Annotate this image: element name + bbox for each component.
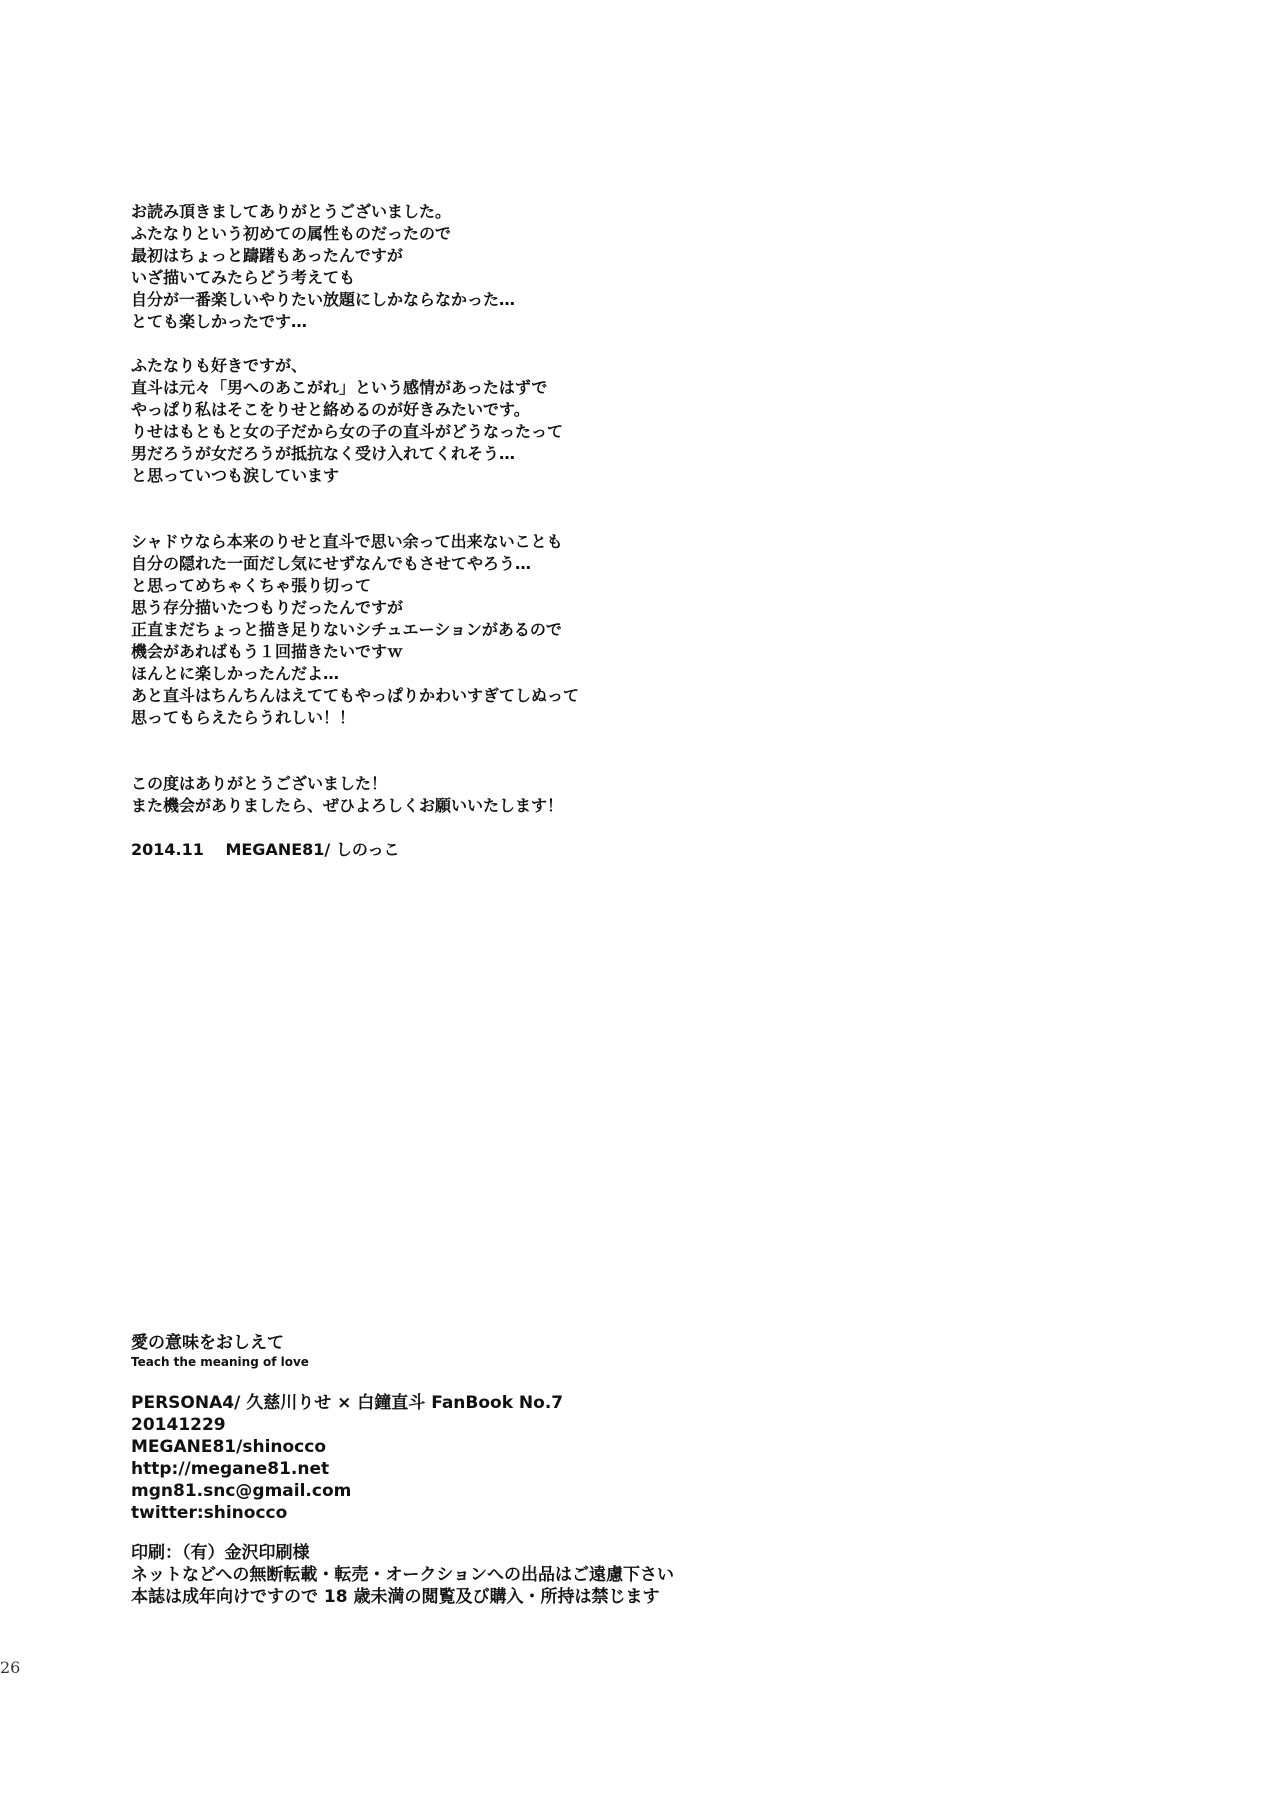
- colophon-printer: 印刷：（有）金沢印刷様: [131, 1543, 310, 1563]
- afterword-line: ふたなりという初めての属性ものだったので: [131, 224, 452, 243]
- colophon-twitter: twitter:shinocco: [131, 1503, 288, 1523]
- page-number: 26: [0, 1658, 21, 1677]
- afterword-text: [131, 201, 851, 861]
- afterword-line: ふたなりも好きですが、: [131, 356, 308, 375]
- colophon-date: 20141229: [131, 1415, 226, 1435]
- afterword-line: 男だろうが女だろうが抵抗なく受け入れてくれそう…: [131, 444, 516, 463]
- afterword-line: 機会があればもう１回描きたいですｗ: [131, 642, 404, 661]
- afterword-line: 思う存分描いたつもりだったんですが: [131, 598, 404, 617]
- afterword-line: お読み頂きましてありがとうございました。: [131, 202, 452, 221]
- colophon-info: [131, 1392, 891, 1524]
- afterword-line: と思っていつも涙しています: [131, 466, 340, 485]
- colophon-series-line: PERSONA4/ 久慈川りせ × 白鐘直斗 FanBook No.7: [131, 1393, 564, 1413]
- afterword-line: 思ってもらえたらうれしい！！: [131, 708, 356, 727]
- colophon-website: http://megane81.net: [131, 1459, 330, 1479]
- afterword-paragraph-1: [131, 201, 851, 333]
- afterword-line: 直斗は元々「男へのあこがれ」という感情があったはずで: [131, 378, 548, 397]
- colophon-age-notice: 本誌は成年向けですので 18 歳未満の閲覧及び購入・所持は禁じます: [131, 1587, 660, 1607]
- colophon-circle: MEGANE81/shinocco: [131, 1437, 327, 1457]
- afterword-line: また機会がありましたら、ぜひよろしくお願いいたします！: [131, 796, 564, 815]
- afterword-paragraph-2: [131, 355, 851, 487]
- book-subtitle: Teach the meaning of love: [131, 1355, 309, 1369]
- colophon-email: mgn81.snc@gmail.com: [131, 1481, 352, 1501]
- afterword-line: この度はありがとうございました！: [131, 774, 388, 793]
- afterword-line: とても楽しかったです…: [131, 312, 308, 331]
- afterword-line: シャドウなら本来のりせと直斗で思い余って出来ないことも: [131, 532, 563, 551]
- afterword-line: 自分の隠れた一面だし気にせずなんでもさせてやろう…: [131, 554, 532, 573]
- afterword-line: りせはもともと女の子だから女の子の直斗がどうなったって: [131, 422, 564, 441]
- colophon-reprint-notice: ネットなどへの無断転載・転売・オークションへの出品はご遠慮下さい: [131, 1565, 674, 1585]
- afterword-line: 自分が一番楽しいやりたい放題にしかならなかった…: [131, 290, 516, 309]
- afterword-line: 最初はちょっと躊躇もあったんですが: [131, 246, 403, 265]
- afterword-line: と思ってめちゃくちゃ張り切って: [131, 576, 372, 595]
- afterword-paragraph-3: [131, 531, 851, 729]
- afterword-signoff: 2014.11 MEGANE81/ しのっこ: [131, 840, 400, 859]
- afterword-paragraph-4: [131, 773, 851, 817]
- afterword-line: あと直斗はちんちんはえててもやっぱりかわいすぎてしぬって: [131, 686, 580, 705]
- colophon: [131, 1332, 891, 1608]
- book-title: 愛の意味をおしえて: [131, 1333, 284, 1353]
- afterword-line: やっぱり私はそこをりせと絡めるのが好きみたいです。: [131, 400, 530, 419]
- afterword-line: 正直まだちょっと描き足りないシチュエーションがあるので: [131, 620, 562, 639]
- afterword-line: ほんとに楽しかったんだよ…: [131, 664, 340, 683]
- colophon-notices: [131, 1542, 891, 1608]
- afterword-line: いざ描いてみたらどう考えても: [131, 268, 356, 287]
